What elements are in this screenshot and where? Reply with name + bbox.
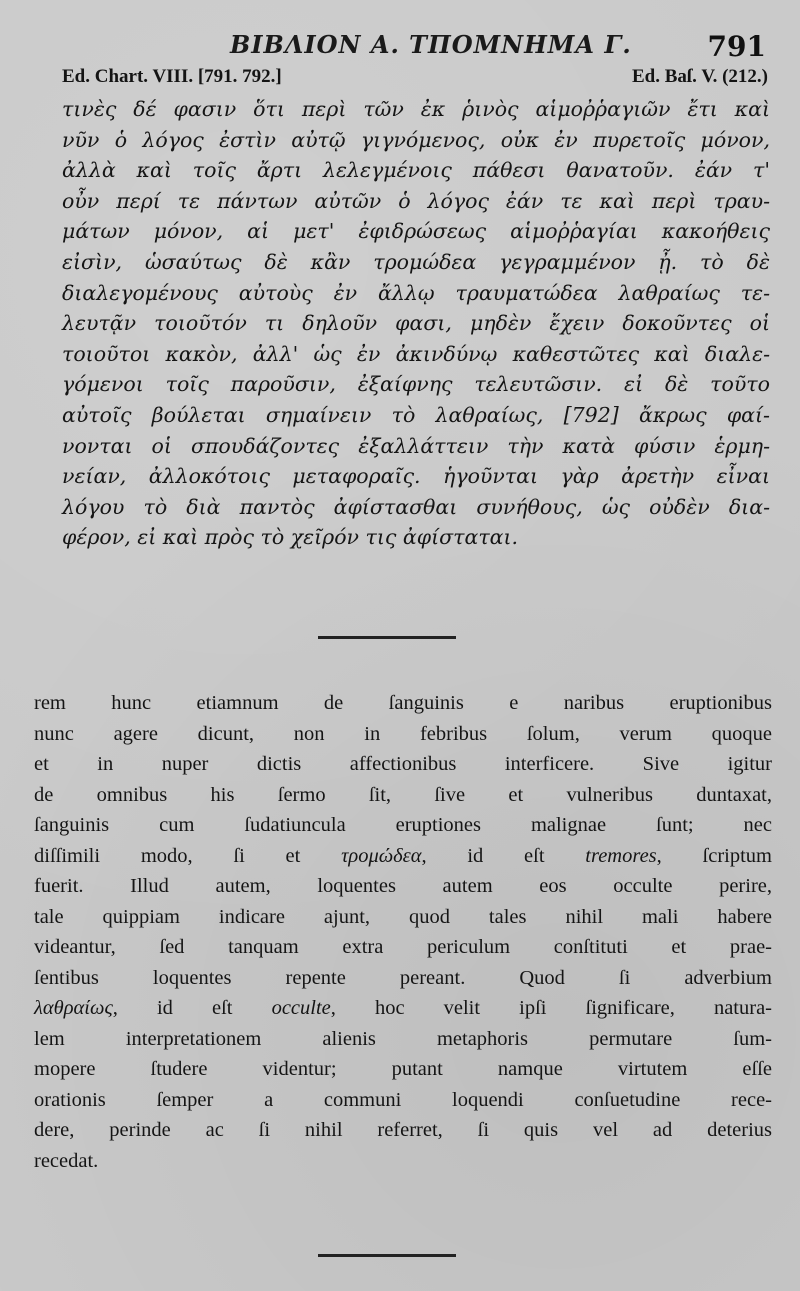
- greek-line: νῦν ὁ λόγος ἐστὶν αὐτῷ γιγνόμενος, οὐκ ἐν πυρετοῖς μόνον,: [62, 127, 770, 152]
- latin-line: dere, perinde ac ſi nihil referret, ſi quis vel ad deterius: [34, 1119, 772, 1141]
- page-number: 791: [707, 30, 766, 63]
- running-head: ΒΙΒΛΙΟΝ Α. ΤΠΟΜΝΗΜΑ Γ.: [230, 30, 632, 59]
- latin-fragment: , ſcriptum: [656, 844, 772, 867]
- latin-term-tremores: tremores: [585, 844, 657, 867]
- greek-line: ἀλλὰ καὶ τοῖς ἄρτι λελεγμένοις πάθεσι θανατοῦν. ἐάν τ': [62, 158, 770, 183]
- latin-line: et in nuper dictis affectionibus interficere. Sive igitur: [34, 753, 772, 775]
- section-divider: [318, 1254, 456, 1257]
- latin-line: ſentibus loquentes repente pereant. Quod ſi adverbium: [34, 966, 772, 989]
- latin-line: ſanguinis cum ſudatiuncula eruptiones malignae ſunt; nec: [34, 814, 772, 836]
- latin-line: tale quippiam indicare ajunt, quod tales nihil mali habere: [34, 905, 772, 928]
- latin-line: de omnibus his ſermo ſit, ſive et vulneribus duntaxat,: [34, 783, 772, 806]
- greek-line: τοιοῦτοι κακὸν, ἀλλ' ὡς ἐν ἀκινδύνῳ καθεστῶτες καὶ διαλε-: [62, 341, 770, 366]
- greek-line: τινὲς δέ φασιν ὅτι περὶ τῶν ἐκ ῥινὸς αἱμοῤῥαγιῶν ἔτι καὶ: [62, 97, 770, 121]
- latin-term-occulte: occulte: [271, 997, 331, 1019]
- greek-line: οὖν περί τε πάντων αὐτῶν ὁ λόγος ἐάν τε καὶ περὶ τραυ-: [62, 188, 770, 213]
- greek-text-block: [62, 94, 770, 553]
- latin-line: [34, 841, 772, 872]
- edition-reference-right: Ed. Baſ. V. (212.): [631, 66, 768, 87]
- latin-line: orationis ſemper a communi loquendi conſuetudine rece-: [34, 1088, 772, 1111]
- greek-line: αὐτοῖς βούλεται σημαίνειν τὸ λαθραίως, [792] ἄκρως φαί-: [62, 402, 770, 427]
- greek-term-lathraios: λαθραίως: [34, 997, 113, 1019]
- latin-line: rem hunc etiamnum de ſanguinis e naribus eruptionibus: [34, 692, 772, 714]
- latin-line: recedat.: [34, 1149, 99, 1172]
- greek-line: μάτων μόνον, αἱ μετ' ἐφιδρώσεως αἱμοῤῥαγίαι κακοήθεις: [62, 219, 770, 244]
- latin-line: mopere ſtudere videntur; putant namque virtutem eſſe: [34, 1058, 772, 1080]
- greek-line: φέρον, εἰ καὶ πρὸς τὸ χεῖρόν τις ἀφίσταται.: [62, 525, 519, 550]
- greek-line: εἰσὶν, ὡσαύτως δὲ κἂν τρομώδεα γεγραμμένον ᾖ. τὸ δὲ: [62, 249, 770, 274]
- greek-line: γόμενοι τοῖς παροῦσιν, ἐξαίφνης τελευτῶσιν. εἰ δὲ τοῦτο: [62, 372, 770, 397]
- greek-line: λευτᾷν τοιοῦτόν τι δηλοῦν φασι, μηδὲν ἔχειν δοκοῦντες οἱ: [62, 311, 770, 336]
- section-divider: [318, 636, 456, 639]
- latin-line: lem interpretationem alienis metaphoris permutare ſum-: [34, 1027, 772, 1050]
- latin-fragment: diſſimili modo, ſi et: [34, 844, 342, 867]
- latin-text-block: [34, 688, 772, 1176]
- edition-reference-left: Ed. Chart. VIII. [791. 792.]: [62, 66, 282, 87]
- greek-line: νονται οἱ σπουδάζοντες ἐξαλλάττειν τὴν κατὰ φύσιν ἑρμη-: [62, 433, 770, 458]
- greek-line: λόγου τὸ διὰ παντὸς ἀφίστασθαι συνήθους, ὡς οὐδὲν δια-: [62, 494, 770, 519]
- latin-line: videantur, ſed tanquam extra periculum conſtituti et prae-: [34, 936, 772, 958]
- latin-line: nunc agere dicunt, non in febribus ſolum, verum quoque: [34, 722, 772, 745]
- latin-fragment: , id eſt: [421, 844, 586, 867]
- greek-term-tromodea: τρομώδεα: [341, 844, 422, 867]
- greek-line: διαλεγομένους αὐτοὺς ἐν ἄλλῳ τραυματώδεα λαθραίως τε-: [62, 280, 770, 305]
- latin-fragment: , id eſt: [112, 997, 272, 1019]
- latin-line: fuerit. Illud autem, loquentes autem eos occulte perire,: [34, 875, 772, 897]
- latin-line: [34, 993, 772, 1024]
- greek-line: νείαν, ἀλλοκότοις μεταφοραῖς. ἡγοῦνται γὰρ ἀρετὴν εἶναι: [62, 464, 770, 489]
- latin-fragment: , hoc velit ipſi ſignificare, natura-: [330, 997, 772, 1019]
